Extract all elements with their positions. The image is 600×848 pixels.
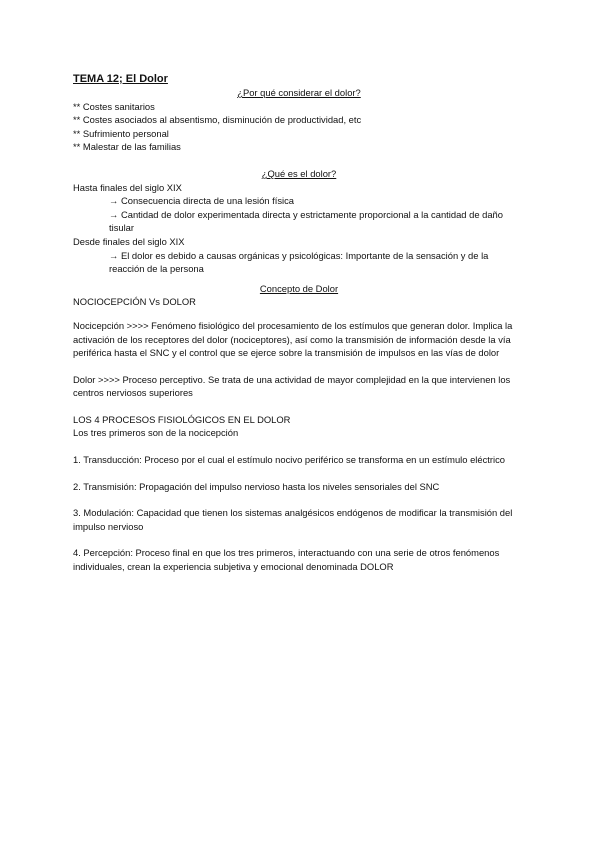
processes-subtitle: Los tres primeros son de la nocicepción [73,427,239,439]
process-item: 2. Transmisión: Propagación del impulso nervioso hasta los niveles sensoriales del SNC [73,480,440,492]
document-page [73,72,525,574]
process-item: 4. Percepción: Proceso final en que los tres primeros, interactuando con una serie de otros fenómenos individuales, crean la experiencia subjetiva y emocional denominada DOLOR [73,547,500,573]
list-item: ** Costes sanitarios [73,100,155,112]
list-item: → Consecuencia directa de una lesión física [109,195,295,207]
list-item: → El dolor es debido a causas orgánicas y psicológicas: Importante de la sensación y de la reacción de la persona [109,249,489,275]
subheading: NOCIOCEPCIÓN Vs DOLOR [73,296,196,308]
period-label: Desde finales del siglo XIX [73,235,185,247]
list-item: → Cantidad de dolor experimentada directa y estrictamente proporcional a la cantidad de daño tisular [109,208,503,234]
section-heading-why: ¿Por qué considerar el dolor? [237,87,361,98]
paragraph-nocicepcion: Nocicepción >>>> Fenómeno fisiológico del procesamiento de los estímulos que generan dolor. Implica la activación de los receptores del dolor (nociceptores), así como la transmisión de información desde la vía periférica hasta el SNC y el control que se ejerce sobre la transmisión de impulsos en las vías de dolor [73,319,513,359]
list-item: ** Sufrimiento personal [73,127,169,139]
period-label: Hasta finales del siglo XIX [73,181,182,193]
list-item: ** Malestar de las familias [73,141,181,153]
paragraph-dolor: Dolor >>>> Proceso perceptivo. Se trata de una actividad de mayor complejidad en la que intervienen los centros nerviosos superiores [73,373,511,399]
list-item: ** Costes asociados al absentismo, disminución de productividad, etc [73,114,362,126]
process-item: 3. Modulación: Capacidad que tienen los sistemas analgésicos endógenos de modificar la transmisión del impulso nervioso [73,507,513,532]
section-heading-what: ¿Qué es el dolor? [261,167,337,179]
process-item: 1. Transducción: Proceso por el cual el estímulo nocivo periférico se transforma en un estímulo eléctrico [73,454,505,466]
page-title: TEMA 12; El Dolor [73,73,168,85]
processes-title: LOS 4 PROCESOS FISIOLÓGICOS EN EL DOLOR [73,413,291,425]
section-heading-concept: Concepto de Dolor [259,282,339,294]
